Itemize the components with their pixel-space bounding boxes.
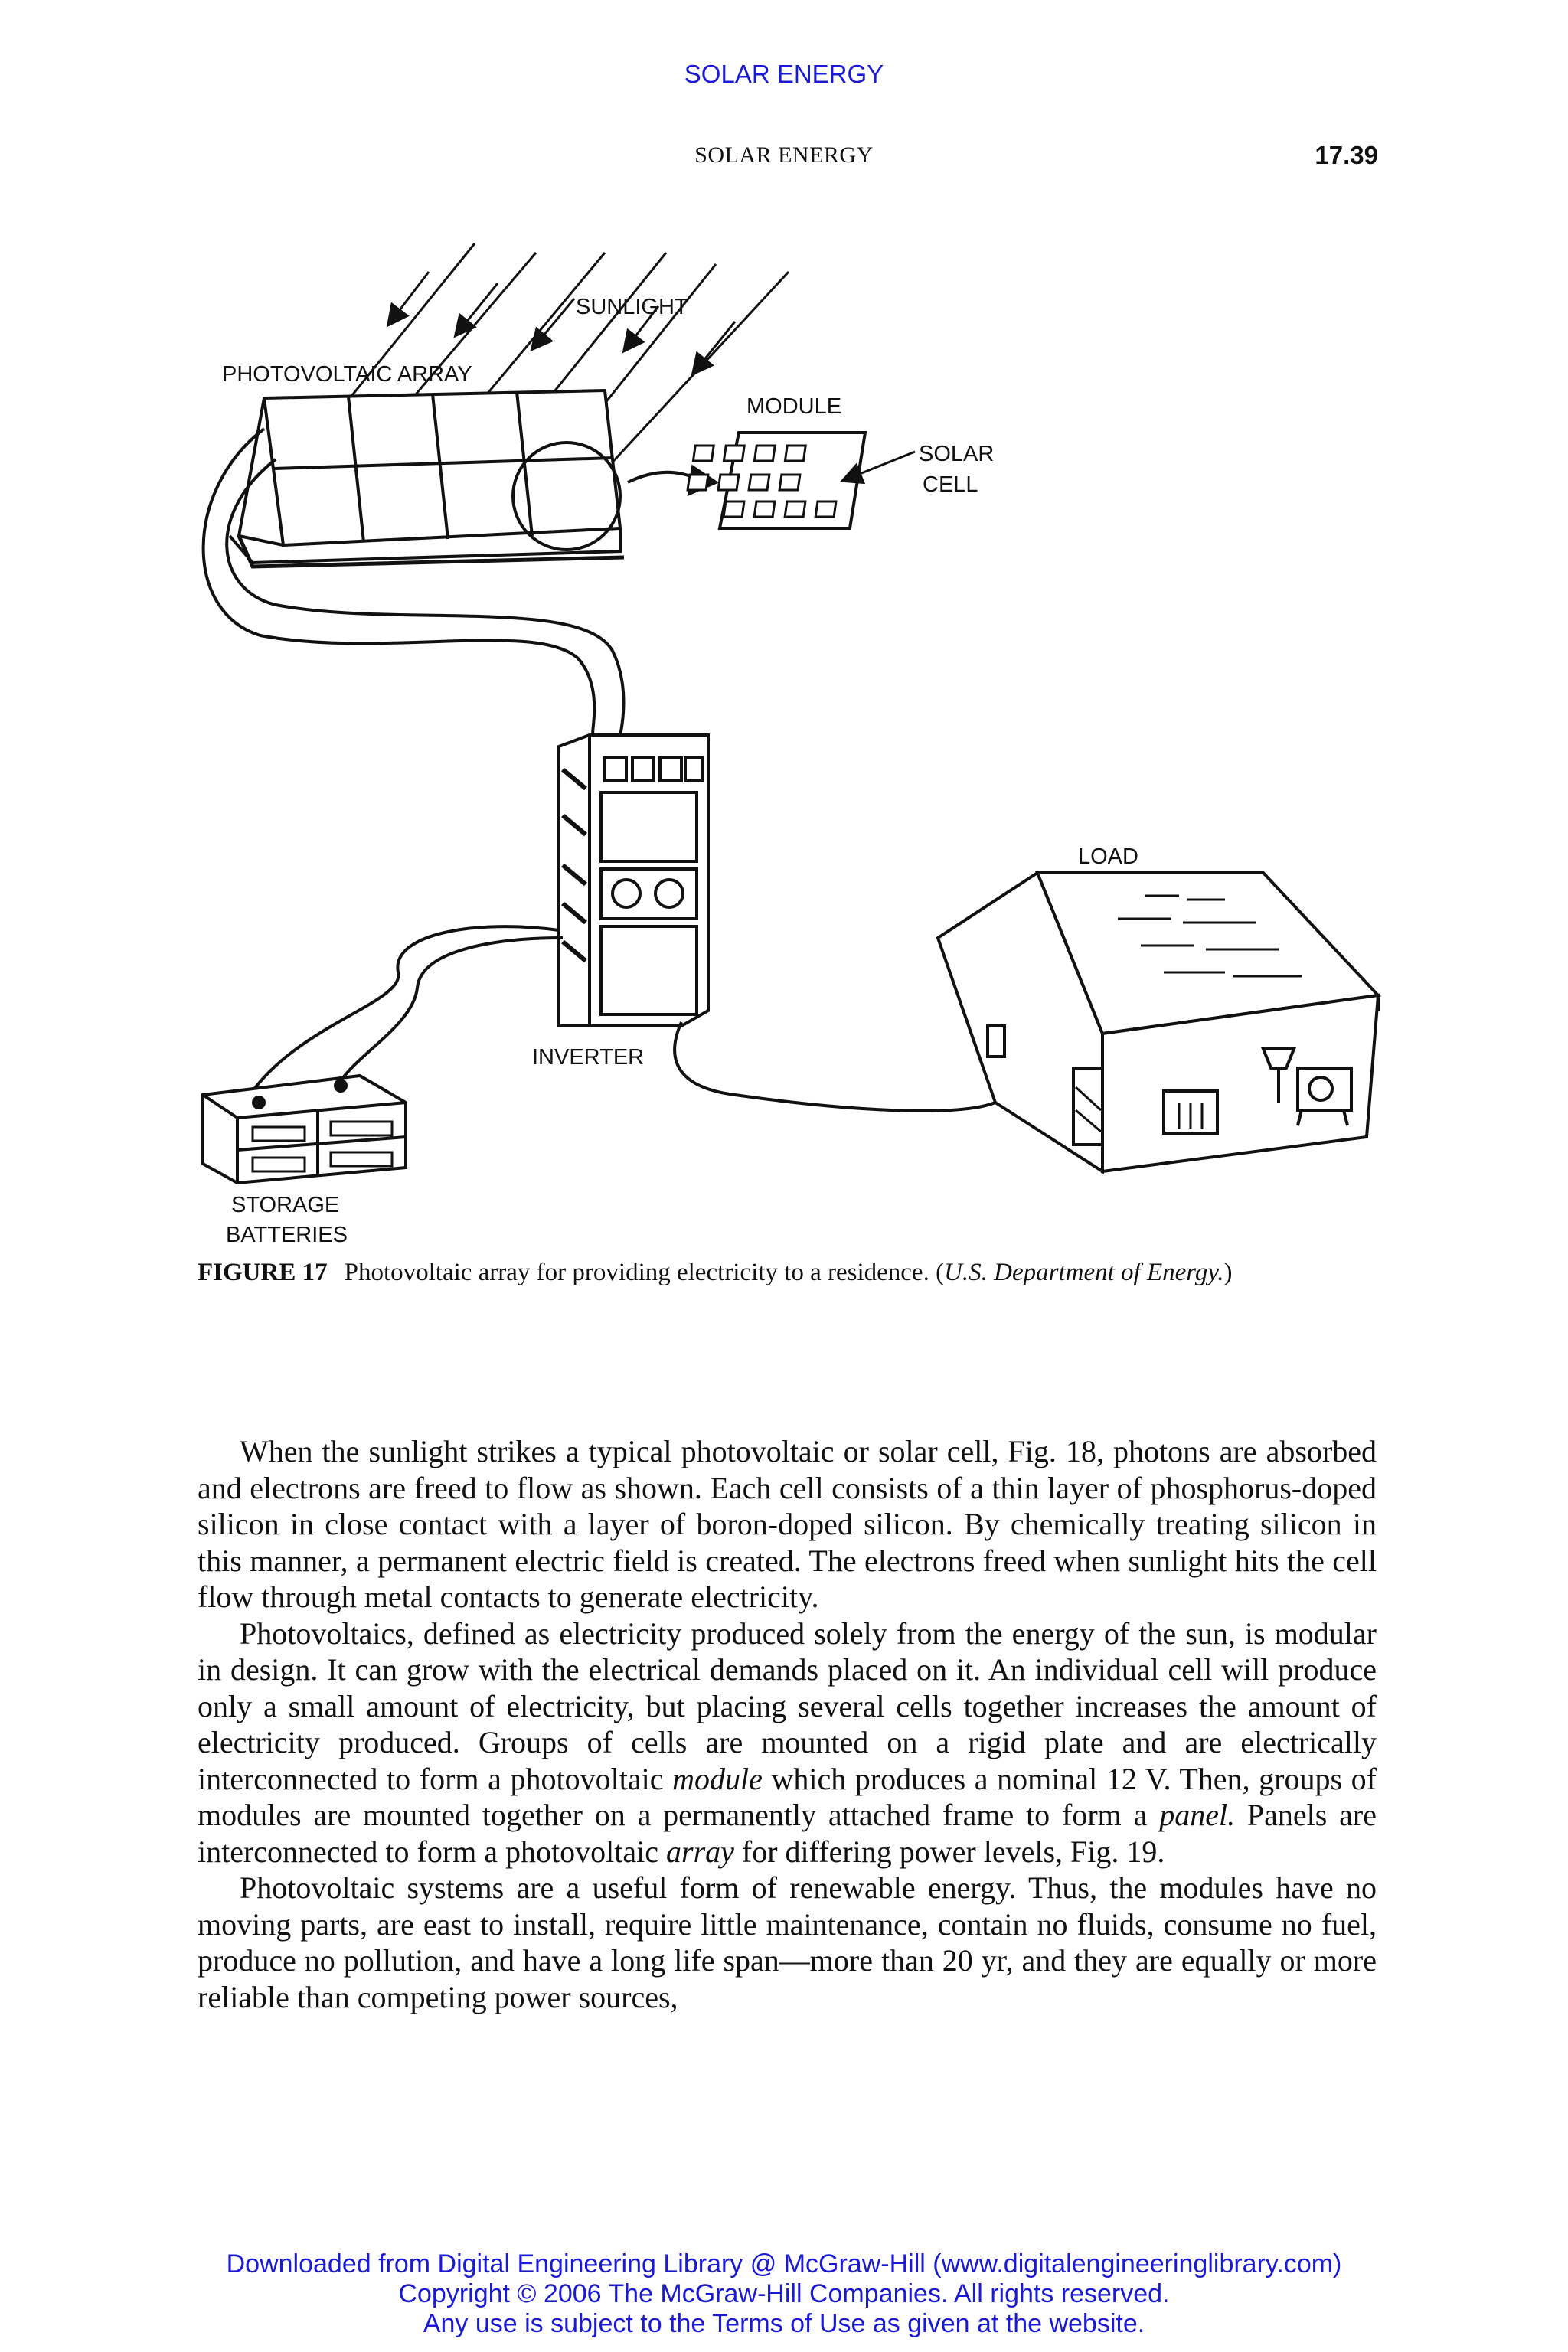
label-storage: STORAGE <box>231 1193 340 1217</box>
running-head: SOLAR ENERGY <box>694 142 874 168</box>
footer-notice <box>0 2249 1568 2339</box>
paragraph-2-part-b: which produces a nominal 12 V. Then, groups of modules are mounted together on a permanently attached frame to form a <box>198 1761 1377 1832</box>
figure-17 <box>0 222 1568 1252</box>
photovoltaic-system-illustration <box>0 222 1568 1248</box>
term-module: module <box>672 1761 763 1796</box>
footer-terms-link[interactable]: Any use is subject to the Terms of Use as given at the website. <box>423 2309 1145 2338</box>
figure-caption <box>198 1256 1377 1290</box>
house-load <box>938 873 1378 1171</box>
paragraph-2 <box>198 1615 1377 1870</box>
caption-text: Photovoltaic array for providing electricity to a residence. ( <box>344 1259 945 1286</box>
paragraph-2-part-d: for differing power levels, Fig. 19. <box>733 1834 1165 1869</box>
label-solar: SOLAR <box>919 442 995 466</box>
term-panel: panel. <box>1159 1798 1236 1832</box>
cable-inverter-load <box>675 1022 995 1111</box>
term-array: array <box>666 1834 734 1869</box>
footer-download-link[interactable]: Downloaded from Digital Engineering Library @ McGraw-Hill (www.digitalengineeringlibrary.com) <box>226 2249 1342 2278</box>
inverter <box>559 735 708 1026</box>
cable-inverter-batteries <box>245 926 563 1102</box>
storage-batteries <box>203 1076 406 1183</box>
top-banner-title[interactable]: SOLAR ENERGY <box>684 60 884 88</box>
label-batteries: BATTERIES <box>226 1223 348 1247</box>
caption-source: U.S. Department of Energy. <box>944 1259 1224 1286</box>
paragraph-2-part-c: Panels are interconnected to form a photovoltaic <box>198 1798 1377 1869</box>
footer-copyright: Copyright © 2006 The McGraw-Hill Companies. All rights reserved. <box>398 2279 1170 2308</box>
caption-close: ) <box>1223 1259 1233 1286</box>
label-inverter: INVERTER <box>532 1045 645 1070</box>
photovoltaic-array <box>230 390 716 567</box>
paragraph-3: Photovoltaic systems are a useful form of renewable energy. Thus, the modules have no moving parts, are east to install, require little maintenance, contain no fluids, consume no fuel, produce no pollution, and have a long life span—more than 20 yr, and they are equally or more reliable than competing power sources, <box>198 1870 1377 2014</box>
paragraph-2-part-a: Photovoltaics, defined as electricity produced solely from the energy of the sun, is modular in design. It can grow with the electrical demands placed on it. An individual cell will produce only a small amount of electricity, but placing several cells together increases the amount of electricity produced. Groups of cells are mounted on a rigid plate and are electrically interconnected to form a photovoltaic <box>198 1615 1377 1796</box>
page-number: 17.39 <box>1315 141 1378 169</box>
module <box>688 433 915 528</box>
label-load: LOAD <box>1078 844 1138 869</box>
body-text <box>198 1433 1377 2015</box>
figure-number: FIGURE 17 <box>198 1259 328 1286</box>
paragraph-1: When the sunlight strikes a typical photovoltaic or solar cell, Fig. 18, photons are absorbed and electrons are freed to flow as shown. Each cell consists of a thin layer of phosphorus-doped silicon in close contact with a layer of boron-doped silicon. By chemically treating silicon in this manner, a permanent electric field is created. The electrons freed when sunlight hits the cell flow through metal contacts to generate electricity. <box>198 1434 1377 1614</box>
label-cell: CELL <box>923 472 978 497</box>
label-sunlight: SUNLIGHT <box>576 295 688 319</box>
label-photovoltaic-array: PHOTOVOLTAIC ARRAY <box>222 362 472 387</box>
label-module: MODULE <box>746 394 842 419</box>
